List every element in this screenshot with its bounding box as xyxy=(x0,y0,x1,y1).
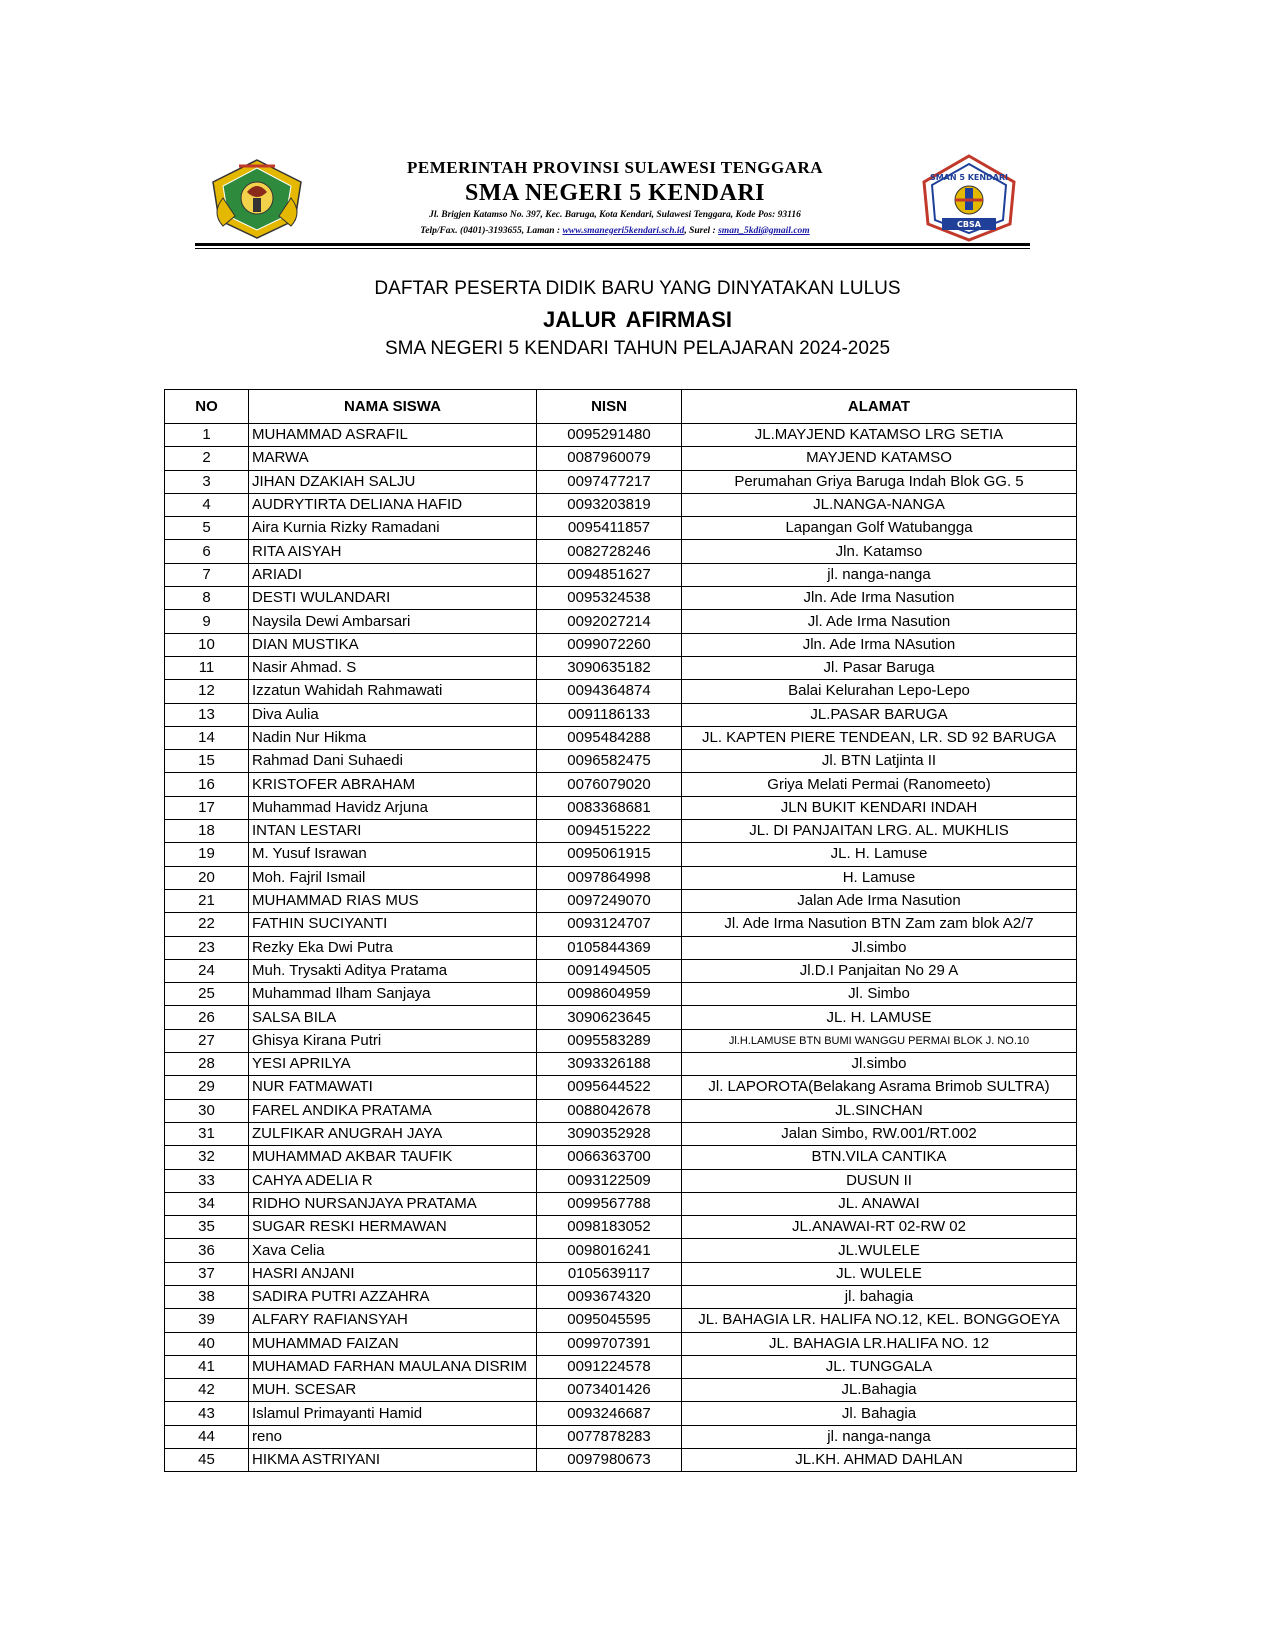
row-number: 13 xyxy=(165,703,249,726)
contact-prefix: Telp/Fax. (0401)-3193655, Laman : xyxy=(420,226,563,236)
student-address: Jl. Pasar Baruga xyxy=(682,656,1077,679)
school-year-title: SMA NEGERI 5 KENDARI TAHUN PELAJARAN 2024-2025 xyxy=(384,338,891,359)
student-name: Islamul Primayanti Hamid xyxy=(249,1402,537,1425)
row-number: 27 xyxy=(165,1029,249,1052)
row-number: 38 xyxy=(165,1285,249,1308)
school-address: Jl. Brigjen Katamso No. 397, Kec. Baruga, Kota Kendari, Sulawesi Tenggara, Kode Pos: 93116 xyxy=(429,210,801,220)
table-row xyxy=(165,843,1077,866)
student-name: reno xyxy=(249,1425,537,1448)
student-nisn: 0095061915 xyxy=(537,843,682,866)
table-row xyxy=(165,750,1077,773)
table-row xyxy=(165,773,1077,796)
student-name: RITA AISYAH xyxy=(249,540,537,563)
row-number: 4 xyxy=(165,493,249,516)
row-number: 43 xyxy=(165,1402,249,1425)
student-name: Naysila Dewi Ambarsari xyxy=(249,610,537,633)
website-link[interactable]: www.smanegeri5kendari.sch.id xyxy=(562,226,685,236)
student-address: JL.KH. AHMAD DAHLAN xyxy=(682,1449,1077,1472)
student-name: HASRI ANJANI xyxy=(249,1262,537,1285)
student-nisn: 0095644522 xyxy=(537,1076,682,1099)
table-row xyxy=(165,726,1077,749)
student-nisn: 0097249070 xyxy=(537,889,682,912)
table-row xyxy=(165,424,1077,447)
row-number: 29 xyxy=(165,1076,249,1099)
student-nisn: 0099567788 xyxy=(537,1192,682,1215)
student-address: JL.Bahagia xyxy=(682,1379,1077,1402)
provincial-emblem-icon xyxy=(209,158,305,240)
table-row xyxy=(165,610,1077,633)
table-row xyxy=(165,680,1077,703)
table-row xyxy=(165,470,1077,493)
table-row xyxy=(165,959,1077,982)
student-address: Jl. Bahagia xyxy=(682,1402,1077,1425)
row-number: 21 xyxy=(165,889,249,912)
student-name: ZULFIKAR ANUGRAH JAYA xyxy=(249,1122,537,1145)
student-address: JL. BAHAGIA LR. HALIFA NO.12, KEL. BONGGOEYA xyxy=(682,1309,1077,1332)
student-nisn: 0098016241 xyxy=(537,1239,682,1262)
student-address: Jl.H.LAMUSE BTN BUMI WANGGU PERMAI BLOK J. NO.10 xyxy=(682,1029,1077,1052)
student-table xyxy=(164,389,1077,1472)
row-number: 28 xyxy=(165,1053,249,1076)
table-row xyxy=(165,633,1077,656)
student-address: JL. TUNGGALA xyxy=(682,1355,1077,1378)
row-number: 3 xyxy=(165,470,249,493)
student-name: Muhammad Ilham Sanjaya xyxy=(249,983,537,1006)
student-name: ARIADI xyxy=(249,563,537,586)
student-nisn: 0091494505 xyxy=(537,959,682,982)
row-number: 7 xyxy=(165,563,249,586)
student-nisn: 0095484288 xyxy=(537,726,682,749)
row-number: 22 xyxy=(165,913,249,936)
student-address: Jl. Ade Irma Nasution xyxy=(682,610,1077,633)
student-address: Jln. Ade Irma Nasution xyxy=(682,587,1077,610)
row-number: 33 xyxy=(165,1169,249,1192)
student-nisn: 0083368681 xyxy=(537,796,682,819)
student-nisn: 0095324538 xyxy=(537,587,682,610)
student-address: jl. bahagia xyxy=(682,1285,1077,1308)
table-row xyxy=(165,1146,1077,1169)
student-nisn: 0093203819 xyxy=(537,493,682,516)
student-nisn: 0095291480 xyxy=(537,424,682,447)
student-name: NUR FATMAWATI xyxy=(249,1076,537,1099)
table-row xyxy=(165,820,1077,843)
student-address: Jl. LAPOROTA(Belakang Asrama Brimob SULTRA) xyxy=(682,1076,1077,1099)
student-address: Jln. Ade Irma NAsution xyxy=(682,633,1077,656)
student-name: HIKMA ASTRIYANI xyxy=(249,1449,537,1472)
student-address: Jalan Ade Irma Nasution xyxy=(682,889,1077,912)
row-number: 31 xyxy=(165,1122,249,1145)
row-number: 35 xyxy=(165,1216,249,1239)
student-nisn: 0098183052 xyxy=(537,1216,682,1239)
table-row xyxy=(165,1192,1077,1215)
student-name: MUH. SCESAR xyxy=(249,1379,537,1402)
row-number: 26 xyxy=(165,1006,249,1029)
row-number: 19 xyxy=(165,843,249,866)
student-address: Lapangan Golf Watubangga xyxy=(682,517,1077,540)
row-number: 12 xyxy=(165,680,249,703)
student-address: JL. BAHAGIA LR.HALIFA NO. 12 xyxy=(682,1332,1077,1355)
student-name: Rahmad Dani Suhaedi xyxy=(249,750,537,773)
school-name: SMA NEGERI 5 KENDARI xyxy=(464,180,766,206)
student-nisn: 3090635182 xyxy=(537,656,682,679)
row-number: 24 xyxy=(165,959,249,982)
table-row xyxy=(165,563,1077,586)
table-row xyxy=(165,1309,1077,1332)
header-nama-siswa: NAMA SISWA xyxy=(249,390,537,424)
student-address: JL. DI PANJAITAN LRG. AL. MUKHLIS xyxy=(682,820,1077,843)
table-row xyxy=(165,1449,1077,1472)
student-nisn: 0095045595 xyxy=(537,1309,682,1332)
row-number: 17 xyxy=(165,796,249,819)
letterhead-rule xyxy=(195,243,1030,246)
student-nisn: 0097864998 xyxy=(537,866,682,889)
student-nisn: 0077878283 xyxy=(537,1425,682,1448)
student-address: Jl.simbo xyxy=(682,1053,1077,1076)
student-address: JL. WULELE xyxy=(682,1262,1077,1285)
row-number: 2 xyxy=(165,447,249,470)
student-nisn: 0095411857 xyxy=(537,517,682,540)
table-row xyxy=(165,1076,1077,1099)
student-name: Moh. Fajril Ismail xyxy=(249,866,537,889)
student-nisn: 0093124707 xyxy=(537,913,682,936)
student-name: MARWA xyxy=(249,447,537,470)
table-row xyxy=(165,1169,1077,1192)
student-address: jl. nanga-nanga xyxy=(682,1425,1077,1448)
row-number: 14 xyxy=(165,726,249,749)
student-name: ALFARY RAFIANSYAH xyxy=(249,1309,537,1332)
header-alamat: ALAMAT xyxy=(682,390,1077,424)
student-address: Jl. Simbo xyxy=(682,983,1077,1006)
student-nisn: 0098604959 xyxy=(537,983,682,1006)
row-number: 9 xyxy=(165,610,249,633)
student-nisn: 0087960079 xyxy=(537,447,682,470)
table-row xyxy=(165,493,1077,516)
email-link[interactable]: sman_5kdi@gmail.com xyxy=(718,226,810,236)
document-title: DAFTAR PESERTA DIDIK BARU YANG DINYATAKAN LULUS xyxy=(374,278,901,299)
student-nisn: 0105844369 xyxy=(537,936,682,959)
student-name: Rezky Eka Dwi Putra xyxy=(249,936,537,959)
student-address: Jl.simbo xyxy=(682,936,1077,959)
row-number: 36 xyxy=(165,1239,249,1262)
row-number: 45 xyxy=(165,1449,249,1472)
student-nisn: 0076079020 xyxy=(537,773,682,796)
student-address: JLN BUKIT KENDARI INDAH xyxy=(682,796,1077,819)
student-name: Muhammad Havidz Arjuna xyxy=(249,796,537,819)
student-address: Griya Melati Permai (Ranomeeto) xyxy=(682,773,1077,796)
table-row xyxy=(165,889,1077,912)
student-address: JL.PASAR BARUGA xyxy=(682,703,1077,726)
student-name: INTAN LESTARI xyxy=(249,820,537,843)
row-number: 11 xyxy=(165,656,249,679)
header-no: NO xyxy=(165,390,249,424)
student-nisn: 0066363700 xyxy=(537,1146,682,1169)
table-row xyxy=(165,866,1077,889)
student-address: JL.ANAWAI-RT 02-RW 02 xyxy=(682,1216,1077,1239)
row-number: 44 xyxy=(165,1425,249,1448)
student-address: DUSUN II xyxy=(682,1169,1077,1192)
row-number: 37 xyxy=(165,1262,249,1285)
table-row xyxy=(165,1332,1077,1355)
student-address: Jl. Ade Irma Nasution BTN Zam zam blok A2/7 xyxy=(682,913,1077,936)
student-name: RIDHO NURSANJAYA PRATAMA xyxy=(249,1192,537,1215)
table-row xyxy=(165,1216,1077,1239)
admission-path-title: JALUR AFIRMASI xyxy=(543,307,732,332)
student-address: JL.WULELE xyxy=(682,1239,1077,1262)
student-nisn: 0093674320 xyxy=(537,1285,682,1308)
row-number: 5 xyxy=(165,517,249,540)
student-nisn: 0091224578 xyxy=(537,1355,682,1378)
row-number: 41 xyxy=(165,1355,249,1378)
school-contact xyxy=(315,226,915,236)
student-nisn: 0092027214 xyxy=(537,610,682,633)
row-number: 18 xyxy=(165,820,249,843)
letterhead xyxy=(195,150,1030,250)
student-address: MAYJEND KATAMSO xyxy=(682,447,1077,470)
row-number: 23 xyxy=(165,936,249,959)
table-row xyxy=(165,656,1077,679)
student-address: JL.NANGA-NANGA xyxy=(682,493,1077,516)
student-nisn: 0093122509 xyxy=(537,1169,682,1192)
student-nisn: 0073401426 xyxy=(537,1379,682,1402)
student-name: Izzatun Wahidah Rahmawati xyxy=(249,680,537,703)
table-row xyxy=(165,587,1077,610)
student-nisn: 0093246687 xyxy=(537,1402,682,1425)
student-name: MUHAMMAD ASRAFIL xyxy=(249,424,537,447)
student-nisn: 0096582475 xyxy=(537,750,682,773)
row-number: 32 xyxy=(165,1146,249,1169)
student-name: FAREL ANDIKA PRATAMA xyxy=(249,1099,537,1122)
table-row xyxy=(165,1239,1077,1262)
table-row xyxy=(165,1285,1077,1308)
student-address: Jln. Katamso xyxy=(682,540,1077,563)
table-row xyxy=(165,1053,1077,1076)
table-row xyxy=(165,1099,1077,1122)
student-address: jl. nanga-nanga xyxy=(682,563,1077,586)
row-number: 42 xyxy=(165,1379,249,1402)
student-nisn: 0088042678 xyxy=(537,1099,682,1122)
student-name: Nasir Ahmad. S xyxy=(249,656,537,679)
table-row xyxy=(165,913,1077,936)
student-name: MUHAMAD FARHAN MAULANA DISRIM xyxy=(249,1355,537,1378)
row-number: 6 xyxy=(165,540,249,563)
student-nisn: 3093326188 xyxy=(537,1053,682,1076)
student-name: Diva Aulia xyxy=(249,703,537,726)
student-name: AUDRYTIRTA DELIANA HAFID xyxy=(249,493,537,516)
student-address: Jalan Simbo, RW.001/RT.002 xyxy=(682,1122,1077,1145)
student-nisn: 0097477217 xyxy=(537,470,682,493)
student-name: KRISTOFER ABRAHAM xyxy=(249,773,537,796)
table-row xyxy=(165,1425,1077,1448)
row-number: 16 xyxy=(165,773,249,796)
student-address: BTN.VILA CANTIKA xyxy=(682,1146,1077,1169)
student-address: Jl. BTN Latjinta II xyxy=(682,750,1077,773)
student-name: M. Yusuf Israwan xyxy=(249,843,537,866)
row-number: 39 xyxy=(165,1309,249,1332)
table-row xyxy=(165,1379,1077,1402)
student-name: Nadin Nur Hikma xyxy=(249,726,537,749)
row-number: 8 xyxy=(165,587,249,610)
row-number: 25 xyxy=(165,983,249,1006)
student-nisn: 0094364874 xyxy=(537,680,682,703)
table-row xyxy=(165,936,1077,959)
header-nisn: NISN xyxy=(537,390,682,424)
table-row xyxy=(165,517,1077,540)
row-number: 40 xyxy=(165,1332,249,1355)
student-name: DIAN MUSTIKA xyxy=(249,633,537,656)
student-address: H. Lamuse xyxy=(682,866,1077,889)
table-row xyxy=(165,1402,1077,1425)
student-nisn: 0105639117 xyxy=(537,1262,682,1285)
school-emblem-icon xyxy=(920,154,1018,242)
student-name: Ghisya Kirana Putri xyxy=(249,1029,537,1052)
student-name: SADIRA PUTRI AZZAHRA xyxy=(249,1285,537,1308)
letterhead-rule-thin xyxy=(195,248,1030,249)
table-row xyxy=(165,703,1077,726)
table-row xyxy=(165,1029,1077,1052)
student-name: Muh. Trysakti Aditya Pratama xyxy=(249,959,537,982)
row-number: 20 xyxy=(165,866,249,889)
student-nisn: 0099707391 xyxy=(537,1332,682,1355)
table-row xyxy=(165,983,1077,1006)
student-name: MUHAMMAD RIAS MUS xyxy=(249,889,537,912)
student-address: Balai Kelurahan Lepo-Lepo xyxy=(682,680,1077,703)
government-name: PEMERINTAH PROVINSI SULAWESI TENGGARA xyxy=(406,158,824,177)
table-body xyxy=(165,424,1077,1472)
student-nisn: 0099072260 xyxy=(537,633,682,656)
student-address: JL. H. Lamuse xyxy=(682,843,1077,866)
student-name: DESTI WULANDARI xyxy=(249,587,537,610)
row-number: 15 xyxy=(165,750,249,773)
row-number: 34 xyxy=(165,1192,249,1215)
student-nisn: 0094851627 xyxy=(537,563,682,586)
student-name: SUGAR RESKI HERMAWAN xyxy=(249,1216,537,1239)
table-row xyxy=(165,447,1077,470)
row-number: 1 xyxy=(165,424,249,447)
student-name: CAHYA ADELIA R xyxy=(249,1169,537,1192)
email-prefix: , Surel : xyxy=(684,226,719,236)
student-nisn: 0082728246 xyxy=(537,540,682,563)
student-nisn: 0095583289 xyxy=(537,1029,682,1052)
table-header-row xyxy=(165,390,1077,424)
student-name: Aira Kurnia Rizky Ramadani xyxy=(249,517,537,540)
school-emblem-top-text: SMAN 5 KENDARI xyxy=(929,173,1009,182)
table-row xyxy=(165,1122,1077,1145)
school-emblem-bottom-text: CBSA xyxy=(957,220,981,229)
student-nisn: 3090352928 xyxy=(537,1122,682,1145)
student-nisn: 0091186133 xyxy=(537,703,682,726)
row-number: 10 xyxy=(165,633,249,656)
student-nisn: 3090623645 xyxy=(537,1006,682,1029)
student-address: JL. ANAWAI xyxy=(682,1192,1077,1215)
student-address: JL. H. LAMUSE xyxy=(682,1006,1077,1029)
student-name: SALSA BILA xyxy=(249,1006,537,1029)
student-address: Jl.D.I Panjaitan No 29 A xyxy=(682,959,1077,982)
table-row xyxy=(165,540,1077,563)
table-row xyxy=(165,1355,1077,1378)
row-number: 30 xyxy=(165,1099,249,1122)
table-row xyxy=(165,1262,1077,1285)
student-name: FATHIN SUCIYANTI xyxy=(249,913,537,936)
student-name: YESI APRILYA xyxy=(249,1053,537,1076)
student-name: JIHAN DZAKIAH SALJU xyxy=(249,470,537,493)
student-address: JL.SINCHAN xyxy=(682,1099,1077,1122)
student-address: JL.MAYJEND KATAMSO LRG SETIA xyxy=(682,424,1077,447)
student-nisn: 0097980673 xyxy=(537,1449,682,1472)
student-address: Perumahan Griya Baruga Indah Blok GG. 5 xyxy=(682,470,1077,493)
student-name: MUHAMMAD FAIZAN xyxy=(249,1332,537,1355)
student-address: JL. KAPTEN PIERE TENDEAN, LR. SD 92 BARUGA xyxy=(682,726,1077,749)
student-name: Xava Celia xyxy=(249,1239,537,1262)
student-nisn: 0094515222 xyxy=(537,820,682,843)
table-row xyxy=(165,796,1077,819)
table-row xyxy=(165,1006,1077,1029)
student-name: MUHAMMAD AKBAR TAUFIK xyxy=(249,1146,537,1169)
